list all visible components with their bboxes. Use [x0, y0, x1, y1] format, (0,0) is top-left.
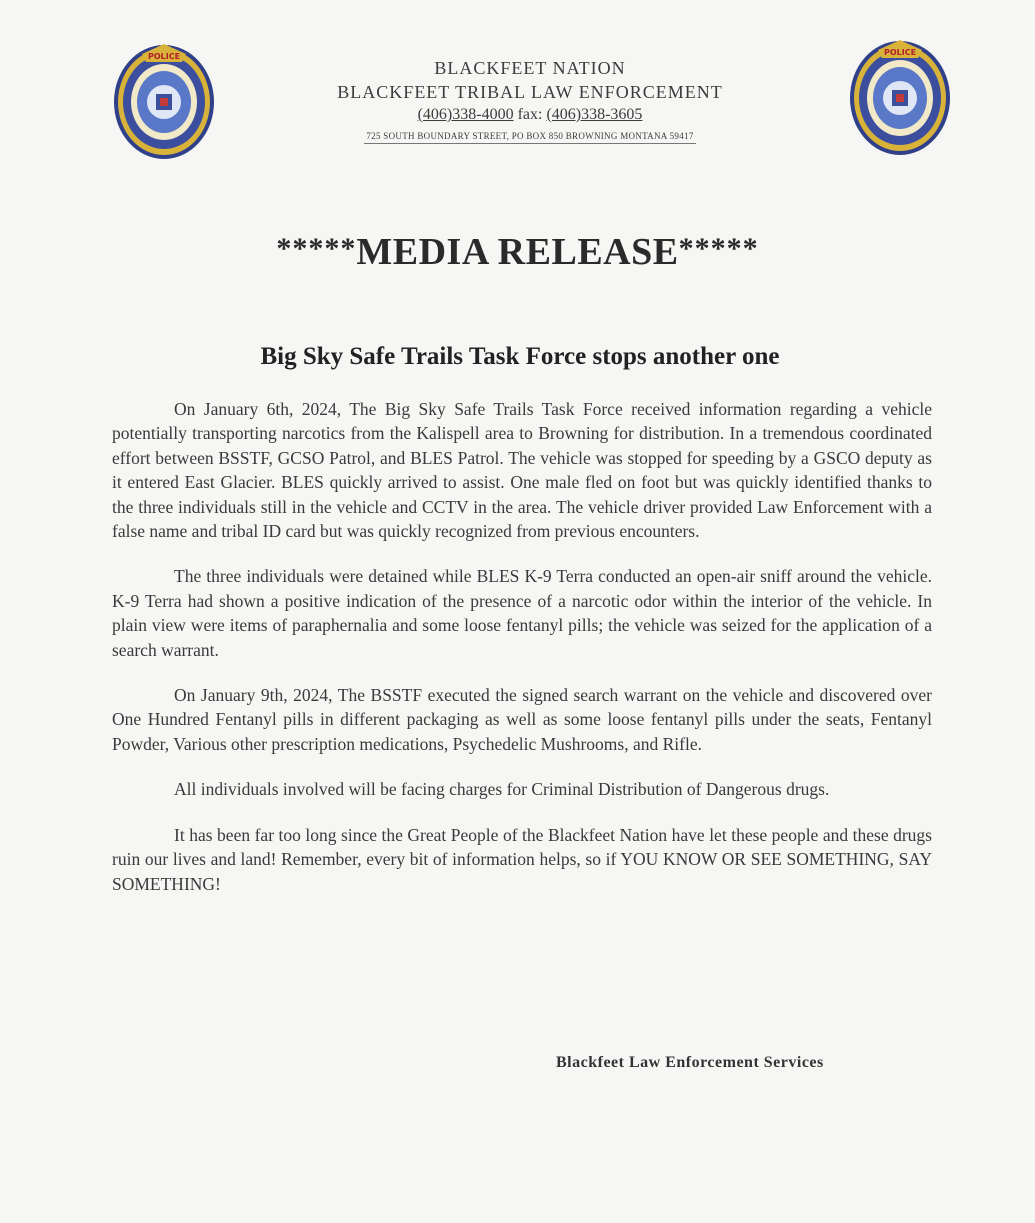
paragraph: On January 9th, 2024, The BSSTF executed the signed search warrant on the vehicle and discovered over One Hundred Fentanyl pills in different packaging as well as some loose fentanyl pills under the seats, Fentanyl Powder, Various other prescription medications, Psychedelic Mushrooms, and Rifle.: [112, 685, 932, 754]
svg-text:POLICE: POLICE: [147, 52, 181, 61]
stars-left: *****: [276, 232, 357, 265]
stars-right: *****: [678, 232, 759, 265]
police-badge-left-icon: [112, 36, 216, 160]
release-body: [112, 397, 932, 917]
signature-line: Blackfeet Law Enforcement Services: [556, 1054, 824, 1071]
paragraph: The three individuals were detained while BLES K-9 Terra conducted an open-air sniff around the vehicle. K-9 Terra had shown a positive indication of the presence of a narcotic odor within the interior of the vehicle. In plain view were items of paraphernalia and some loose fentanyl pills; the vehicle was seized for the application of a search warrant.: [112, 566, 932, 660]
fax-label: fax:: [517, 106, 543, 123]
paragraph: It has been far too long since the Great People of the Blackfeet Nation have let these people and these drugs ruin our lives and land! Remember, every bit of information helps, so if YOU KNOW OR SEE SOMETHING, SAY SOMETHING!: [112, 824, 932, 894]
police-badge-right-icon: [848, 32, 952, 156]
fax-number: (406)338-3605: [546, 106, 643, 123]
paragraph: All individuals involved will be facing charges for Criminal Distribution of Dangerous drugs.: [174, 779, 830, 800]
mailing-address: 725 SOUTH BOUNDARY STREET, PO BOX 850 BROWNING MONTANA 59417: [364, 129, 695, 144]
nation-name: BLACKFEET NATION: [434, 58, 626, 78]
paragraph: On January 6th, 2024, The Big Sky Safe Trails Task Force received information regarding a vehicle potentially transporting narcotics from the Kalispell area to Browning for distribution. In a tremendous coordinated effort between BSSTF, GCSO Patrol, and BLES Patrol. The vehicle was stopped for speeding by a GSCO deputy as it entered East Glacier. BLES quickly arrived to assist. One male fled on foot but was quickly identified thanks to the three individuals still in the vehicle and CCTV in the area. The vehicle driver provided Law Enforcement with a false name and tribal ID card but was quickly recognized from previous encounters.: [112, 399, 932, 542]
letterhead: [320, 56, 740, 144]
agency-name: BLACKFEET TRIBAL LAW ENFORCEMENT: [337, 82, 723, 102]
media-release-label: MEDIA RELEASE: [356, 231, 679, 273]
contact-numbers: [320, 104, 740, 126]
headline: Big Sky Safe Trails Task Force stops another one: [260, 343, 780, 370]
phone-number: (406)338-4000: [417, 106, 514, 123]
svg-text:POLICE: POLICE: [883, 48, 917, 57]
media-release-title: [0, 230, 1035, 274]
